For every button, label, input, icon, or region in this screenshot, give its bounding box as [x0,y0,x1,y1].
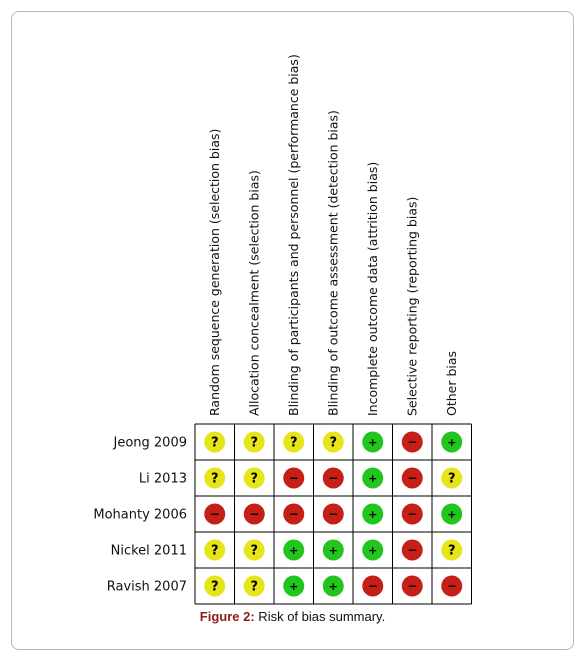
row-label: Ravish 2007 [106,579,187,595]
judgement-high-symbol: − [446,579,457,593]
judgement-high-symbol: − [209,507,220,521]
judgement-high-symbol: − [249,507,260,521]
row-label: Li 2013 [138,471,187,487]
column-label: Blinding of participants and personnel (performance bias) [285,54,301,416]
judgement-unclear-symbol: ? [210,579,219,595]
column-label: Blinding of outcome assessment (detection bias) [325,110,341,416]
judgement-high-symbol: − [407,543,418,557]
row-label: Nickel 2011 [110,543,187,559]
judgement-low-symbol: + [289,580,299,593]
judgement-unclear-symbol: ? [210,435,219,451]
caption-figure-label: Figure 2: [199,609,255,624]
judgement-low-symbol: + [447,508,457,521]
figure-caption [0,609,585,624]
judgement-unclear-symbol: ? [289,435,298,451]
caption-text: Risk of bias summary. [254,609,386,624]
judgement-high-symbol: − [288,507,299,521]
judgement-low-symbol: + [447,436,457,449]
judgement-unclear-symbol: ? [210,543,219,559]
column-label: Other bias [443,350,459,416]
judgement-high-symbol: − [407,435,418,449]
judgement-high-symbol: − [407,507,418,521]
column-label: Selective reporting (reporting bias) [404,196,420,416]
judgement-high-symbol: − [407,471,418,485]
judgement-unclear-symbol: ? [250,471,259,487]
judgement-unclear-symbol: ? [250,543,259,559]
judgement-low-symbol: + [289,544,299,557]
judgement-high-symbol: − [367,579,378,593]
judgement-high-symbol: − [407,579,418,593]
judgement-high-symbol: − [328,507,339,521]
judgement-unclear-symbol: ? [250,435,259,451]
judgement-unclear-symbol: ? [250,579,259,595]
judgement-low-symbol: + [328,580,338,593]
judgement-high-symbol: − [288,471,299,485]
column-label: Allocation concealment (selection bias) [246,170,262,416]
judgement-unclear-symbol: ? [447,543,456,559]
column-label: Incomplete outcome data (attrition bias) [364,161,380,416]
judgement-low-symbol: + [368,508,378,521]
judgement-low-symbol: + [368,436,378,449]
column-label: Random sequence generation (selection bias) [206,128,222,416]
row-label: Mohanty 2006 [93,507,187,523]
judgement-low-symbol: + [368,544,378,557]
row-label: Jeong 2009 [113,435,187,451]
judgement-unclear-symbol: ? [210,471,219,487]
judgement-unclear-symbol: ? [329,435,338,451]
judgement-high-symbol: − [328,471,339,485]
judgement-low-symbol: + [328,544,338,557]
judgement-unclear-symbol: ? [447,471,456,487]
judgement-low-symbol: + [368,472,378,485]
